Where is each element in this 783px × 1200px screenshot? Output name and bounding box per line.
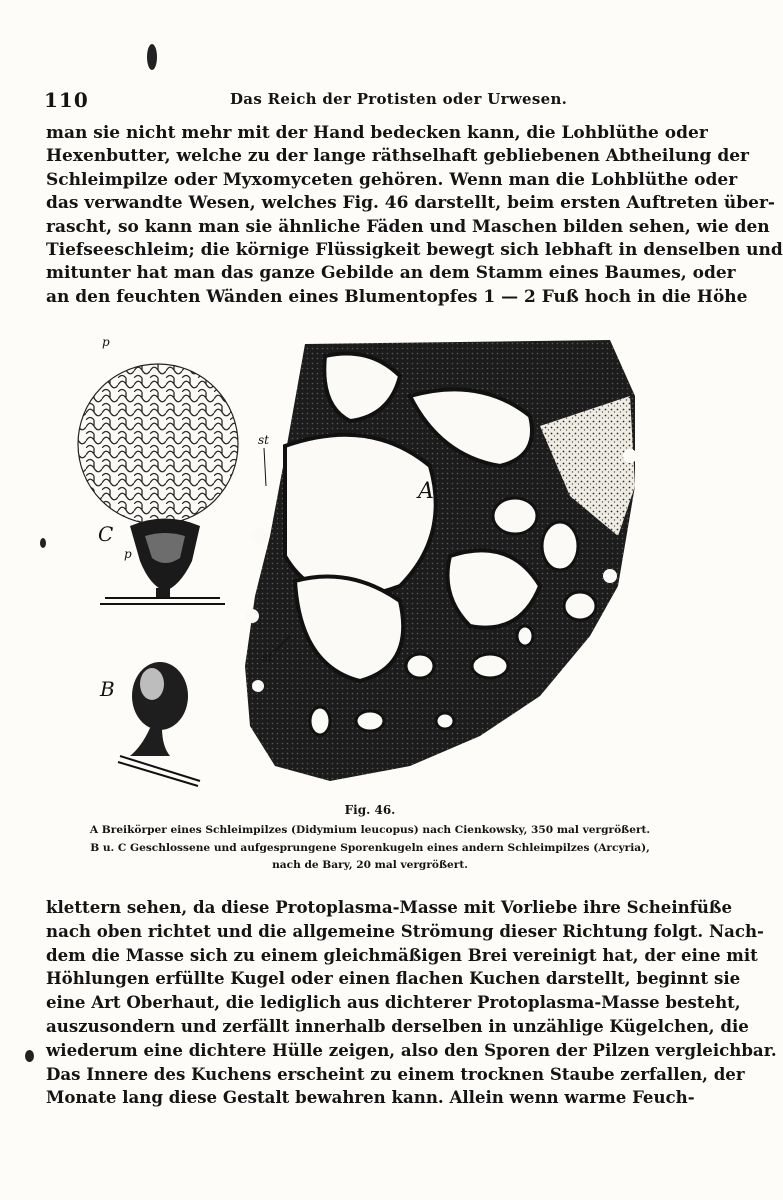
caption-line: nach de Bary, 20 mal vergrößert. xyxy=(272,859,468,871)
spore-ball-B xyxy=(99,662,200,786)
paragraph-top xyxy=(46,122,783,309)
text-line: Das Innere des Kuchens erscheint zu einem trocknen Staube zerfallen, der xyxy=(46,1063,745,1084)
plasmodium-network-A xyxy=(245,340,637,781)
text-line: rascht, so kann man sie ähnliche Fäden und Maschen bilden sehen, wie den xyxy=(46,216,770,237)
text-line: an den feuchten Wänden eines Blumentopfes 1 — 2 Fuß hoch in die Höhe xyxy=(46,286,748,307)
ink-blot xyxy=(40,538,46,548)
figure-illustration xyxy=(70,336,670,806)
figure-number: Fig. 46. xyxy=(344,803,396,817)
label-p-top: p xyxy=(102,335,110,349)
caption-line: A Breikörper eines Schleimpilzes (Didymium leucopus) nach Cienkowsky, 350 mal vergrößert. xyxy=(89,824,651,836)
spore-capsule-C xyxy=(78,335,238,604)
caption-line: B u. C Geschlossene und aufgesprungene Sporenkugeln eines andern Schleimpilzes (Arcyria), xyxy=(90,842,650,854)
label-B: B xyxy=(100,677,115,701)
label-st-top: st xyxy=(258,433,269,447)
label-st-bottom: st xyxy=(262,650,273,664)
text-line: Hexenbutter, welche zu der lange räthselhaft gebliebenen Abtheilung der xyxy=(46,146,750,167)
page-header xyxy=(44,88,694,114)
text-line: wiederum eine dichtere Hülle zeigen, also den Sporen der Pilzen vergleichbar. xyxy=(46,1039,777,1060)
label-A: A xyxy=(418,479,434,504)
text-line: eine Art Oberhaut, die lediglich aus dichterer Protoplasma-Masse besteht, xyxy=(46,992,741,1013)
paragraph-bottom xyxy=(46,896,777,1110)
figure-46 xyxy=(70,336,670,806)
text-line: nach oben richtet und die allgemeine Strömung dieser Richtung folgt. Nach- xyxy=(46,920,764,941)
label-p-small: p xyxy=(124,547,132,561)
text-line: Monate lang diese Gestalt bewahren kann. Allein wenn warme Feuch- xyxy=(46,1087,695,1108)
text-line: dem die Masse sich zu einem gleichmäßigen Brei vereinigt hat, der eine mit xyxy=(46,944,758,965)
text-line: man sie nicht mehr mit der Hand bedecken kann, die Lohblüthe oder xyxy=(46,123,708,143)
text-line: Tiefseeschleim; die körnige Flüssigkeit bewegt sich lebhaft in denselben und xyxy=(46,239,783,260)
ink-blot xyxy=(25,1050,34,1062)
text-line: Schleimpilze oder Myxomyceten gehören. Wenn man die Lohblüthe oder xyxy=(46,169,738,190)
running-title: Das Reich der Protisten oder Urwesen. xyxy=(230,90,568,108)
text-line: Höhlungen erfüllte Kugel oder einen flachen Kuchen darstellt, beginnt sie xyxy=(46,968,741,989)
page-number: 110 xyxy=(44,88,89,112)
label-C: C xyxy=(98,522,114,546)
text-line: klettern sehen, da diese Protoplasma-Masse mit Vorliebe ihre Scheinfüße xyxy=(46,897,733,917)
text-line: auszusondern und zerfällt innerhalb derselben in unzählige Kügelchen, die xyxy=(46,1015,749,1036)
text-line: das verwandte Wesen, welches Fig. 46 darstellt, beim ersten Auftreten über- xyxy=(46,193,775,214)
ink-blot xyxy=(147,44,157,70)
text-line: mitunter hat man das ganze Gebilde an dem Stamm eines Baumes, oder xyxy=(46,263,736,284)
